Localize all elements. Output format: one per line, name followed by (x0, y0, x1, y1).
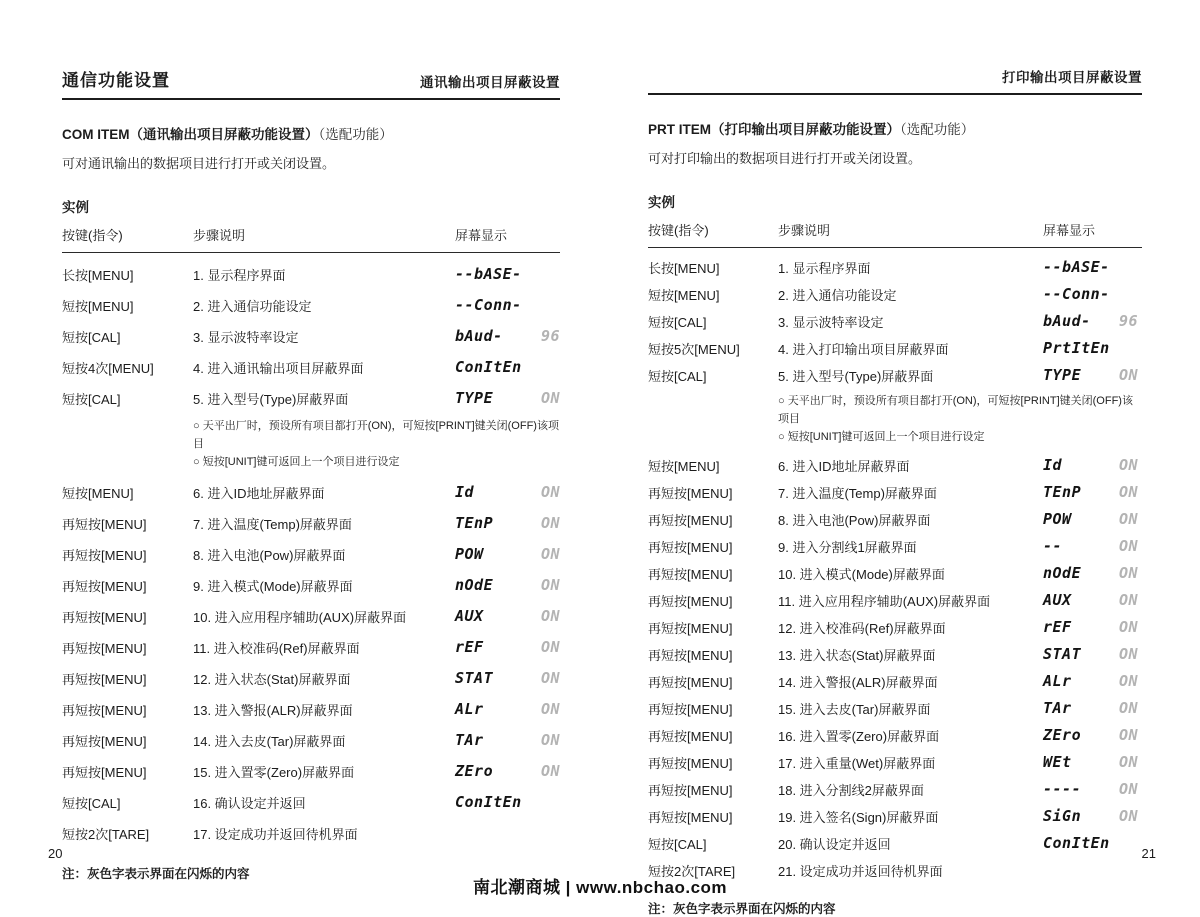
step-cell: 15. 进入去皮(Tar)屏蔽界面 (778, 701, 931, 717)
step-cell: 1. 显示程序界面 (193, 267, 286, 283)
lcd-flashing-text: ON (540, 700, 560, 719)
lcd-flashing-text: 96 (1118, 312, 1138, 331)
step-cell: 8. 进入电池(Pow)屏蔽界面 (778, 512, 931, 528)
example-label: 实例 (648, 194, 675, 210)
lcd-display (455, 545, 560, 563)
lcd-main-text: ALr (1043, 672, 1072, 691)
table-row (648, 722, 1142, 749)
lcd-display (1043, 699, 1138, 717)
key-cell: 短按[CAL] (62, 329, 121, 345)
key-cell: 再短按[MENU] (648, 485, 733, 501)
column-header-step: 步骤说明 (193, 227, 246, 243)
column-header-display: 屏幕显示 (455, 227, 508, 243)
step-cell: 13. 进入警报(ALR)屏蔽界面 (193, 702, 353, 718)
lcd-main-text: STAT (1043, 645, 1082, 664)
table-row (648, 560, 1142, 587)
key-cell: 再短按[MENU] (62, 609, 147, 625)
factory-note (62, 414, 560, 477)
table-row (648, 281, 1142, 308)
table-row (62, 663, 560, 694)
lcd-flashing-text: ON (1118, 483, 1138, 502)
lcd-flashing-text: ON (540, 669, 560, 688)
lcd-flashing-text: ON (1118, 699, 1138, 718)
step-cell: 4. 进入通讯输出项目屏蔽界面 (193, 360, 364, 376)
table-row (648, 335, 1142, 362)
lcd-main-text: --bASE- (455, 265, 522, 284)
step-cell: 5. 进入型号(Type)屏蔽界面 (193, 391, 349, 407)
table-row (648, 254, 1142, 281)
lcd-display (455, 358, 560, 376)
key-cell: 再短按[MENU] (648, 701, 733, 717)
lcd-display (455, 762, 560, 780)
step-cell: 17. 设定成功并返回待机界面 (193, 826, 358, 842)
lcd-main-text: -- (1043, 537, 1063, 556)
note-line: ○ 天平出厂时，预设所有项目都打开(ON)，可短按[PRINT]键关闭(OFF)该项目 (193, 419, 559, 450)
step-cell: 19. 进入签名(Sign)屏蔽界面 (778, 809, 939, 825)
lcd-main-text: --Conn- (455, 296, 522, 315)
lcd-flashing-text: ON (1118, 780, 1138, 799)
step-cell: 2. 进入通信功能设定 (193, 298, 312, 314)
factory-note (648, 389, 1142, 452)
key-cell: 再短按[MENU] (648, 647, 733, 663)
lcd-display (1043, 780, 1138, 798)
lcd-main-text: ZEro (455, 762, 494, 781)
key-cell: 再短按[MENU] (62, 640, 147, 656)
step-cell: 11. 进入应用程序辅助(AUX)屏蔽界面 (778, 593, 991, 609)
lcd-flashing-text: ON (540, 545, 560, 564)
key-cell: 再短按[MENU] (62, 671, 147, 687)
example-label: 实例 (62, 199, 89, 215)
lcd-main-text: bAud- (455, 327, 503, 346)
lcd-display (1043, 753, 1138, 771)
doc-title-main: PRT ITEM（打印输出项目屏蔽功能设置） (648, 122, 900, 137)
section-title: 通信功能设置 (62, 71, 170, 90)
lcd-main-text: Id (455, 483, 475, 502)
lcd-display (455, 483, 560, 501)
doc-title (62, 126, 560, 144)
key-cell: 短按2次[TARE] (648, 863, 736, 879)
lcd-flashing-text: 96 (540, 327, 560, 346)
lcd-flashing-text: ON (540, 762, 560, 781)
lcd-flashing-text: ON (540, 607, 560, 626)
footnote: 注：灰色字表示界面在闪烁的内容 (62, 866, 250, 881)
table-row (62, 259, 560, 290)
step-cell: 20. 确认设定并返回 (778, 836, 891, 852)
lcd-flashing-text: ON (540, 576, 560, 595)
lcd-display (455, 389, 560, 407)
lcd-display (455, 607, 560, 625)
table-row (648, 506, 1142, 533)
lcd-main-text: PrtItEn (1043, 339, 1110, 358)
table-row (62, 477, 560, 508)
lcd-flashing-text: ON (1118, 645, 1138, 664)
column-headers (62, 225, 560, 253)
table-row (62, 321, 560, 352)
lcd-display (1043, 285, 1138, 303)
table-row (62, 694, 560, 725)
table-row (62, 756, 560, 787)
step-cell: 3. 显示波特率设定 (778, 314, 884, 330)
step-cell: 10. 进入应用程序辅助(AUX)屏蔽界面 (193, 609, 407, 625)
lcd-main-text: SiGn (1043, 807, 1082, 826)
lcd-display (1043, 807, 1138, 825)
lcd-display (455, 669, 560, 687)
column-headers (648, 220, 1142, 248)
lcd-display (455, 576, 560, 594)
table-row (648, 776, 1142, 803)
lcd-main-text: ConItEn (1043, 834, 1110, 853)
lcd-flashing-text: ON (1118, 753, 1138, 772)
key-cell: 短按2次[TARE] (62, 826, 150, 842)
key-cell: 再短按[MENU] (62, 578, 147, 594)
key-cell: 短按4次[MENU] (62, 360, 154, 376)
table-row (648, 452, 1142, 479)
lcd-display (1043, 312, 1138, 330)
key-cell: 再短按[MENU] (62, 764, 147, 780)
lcd-flashing-text: ON (1118, 618, 1138, 637)
doc-subtitle: 可对打印输出的数据项目进行打开或关闭设置。 (648, 150, 922, 166)
lcd-display (1043, 258, 1138, 276)
lcd-display (1043, 456, 1138, 474)
table-row (62, 818, 560, 849)
lcd-flashing-text: ON (1118, 564, 1138, 583)
key-cell: 再短按[MENU] (62, 547, 147, 563)
table-row (62, 539, 560, 570)
doc-subtitle: 可对通讯输出的数据项目进行打开或关闭设置。 (62, 155, 336, 171)
lcd-display (455, 638, 560, 656)
key-cell: 短按[CAL] (62, 391, 121, 407)
lcd-main-text: WEt (1043, 753, 1072, 772)
lcd-display (1043, 483, 1138, 501)
lcd-flashing-text: ON (1118, 726, 1138, 745)
table-row (648, 533, 1142, 560)
step-cell: 4. 进入打印输出项目屏蔽界面 (778, 341, 949, 357)
lcd-main-text: rEF (1043, 618, 1072, 637)
table-row (62, 290, 560, 321)
lcd-flashing-text: ON (540, 731, 560, 750)
table-row (648, 479, 1142, 506)
key-cell: 短按[CAL] (648, 368, 707, 384)
lcd-display (1043, 618, 1138, 636)
key-cell: 短按5次[MENU] (648, 341, 740, 357)
key-cell: 再短按[MENU] (648, 566, 733, 582)
table-row (62, 383, 560, 414)
key-cell: 再短按[MENU] (62, 516, 147, 532)
table-row (62, 787, 560, 818)
lcd-display (455, 327, 560, 345)
lcd-main-text: rEF (455, 638, 484, 657)
step-cell: 18. 进入分割线2屏蔽界面 (778, 782, 924, 798)
lcd-main-text: STAT (455, 669, 494, 688)
lcd-main-text: nOdE (1043, 564, 1082, 583)
lcd-main-text: TAr (1043, 699, 1072, 718)
table-row (62, 725, 560, 756)
column-header-key: 按键(指令) (62, 227, 123, 243)
step-cell: 1. 显示程序界面 (778, 260, 871, 276)
key-cell: 长按[MENU] (62, 267, 134, 283)
key-cell: 再短按[MENU] (648, 755, 733, 771)
step-cell: 17. 进入重量(Wet)屏蔽界面 (778, 755, 936, 771)
lcd-main-text: ConItEn (455, 793, 522, 812)
lcd-main-text: bAud- (1043, 312, 1091, 331)
lcd-flashing-text: ON (1118, 807, 1138, 826)
step-cell: 5. 进入型号(Type)屏蔽界面 (778, 368, 934, 384)
key-cell: 再短按[MENU] (648, 539, 733, 555)
step-cell: 9. 进入分割线1屏蔽界面 (778, 539, 917, 555)
lcd-display (1043, 564, 1138, 582)
table-row (648, 587, 1142, 614)
key-cell: 再短按[MENU] (648, 674, 733, 690)
table-row (648, 695, 1142, 722)
footnote: 注：灰色字表示界面在闪烁的内容 (648, 901, 836, 916)
lcd-display (455, 793, 560, 811)
doc-title-main: COM ITEM（通讯输出项目屏蔽功能设置） (62, 127, 319, 142)
step-cell: 12. 进入状态(Stat)屏蔽界面 (193, 671, 351, 687)
column-header-key: 按键(指令) (648, 222, 709, 238)
lcd-display (1043, 726, 1138, 744)
lcd-flashing-text: ON (1118, 366, 1138, 385)
lcd-flashing-text: ON (1118, 510, 1138, 529)
note-line: ○ 天平出厂时，预设所有项目都打开(ON)，可短按[PRINT]键关闭(OFF)该项目 (778, 394, 1133, 425)
lcd-flashing-text: ON (540, 483, 560, 502)
step-cell: 13. 进入状态(Stat)屏蔽界面 (778, 647, 936, 663)
table-row (648, 668, 1142, 695)
key-cell: 再短按[MENU] (648, 809, 733, 825)
doc-title-option: （选配功能） (900, 122, 975, 137)
table-row (648, 362, 1142, 389)
step-cell: 16. 确认设定并返回 (193, 795, 306, 811)
lcd-main-text: TAr (455, 731, 484, 750)
step-cell: 15. 进入置零(Zero)屏蔽界面 (193, 764, 355, 780)
lcd-main-text: AUX (455, 607, 484, 626)
table-row (648, 830, 1142, 857)
page-header (648, 66, 1142, 95)
table-row (648, 641, 1142, 668)
step-cell: 6. 进入ID地址屏蔽界面 (778, 458, 910, 474)
step-cell: 2. 进入通信功能设定 (778, 287, 897, 303)
step-cell: 7. 进入温度(Temp)屏蔽界面 (778, 485, 937, 501)
lcd-flashing-text: ON (540, 638, 560, 657)
page-left (62, 0, 560, 882)
page-header (62, 66, 560, 100)
lcd-main-text: ConItEn (455, 358, 522, 377)
table-row (62, 601, 560, 632)
column-header-step: 步骤说明 (778, 222, 831, 238)
lcd-display (1043, 339, 1138, 357)
lcd-display (1043, 510, 1138, 528)
site-footer: 南北潮商城 | www.nbchao.com (472, 878, 728, 897)
table-row (62, 352, 560, 383)
key-cell: 短按[MENU] (648, 287, 720, 303)
step-cell: 21. 设定成功并返回待机界面 (778, 863, 943, 879)
step-cell: 3. 显示波特率设定 (193, 329, 299, 345)
step-cell: 12. 进入校准码(Ref)屏蔽界面 (778, 620, 946, 636)
lcd-flashing-text: ON (1118, 537, 1138, 556)
lcd-display (455, 731, 560, 749)
lcd-main-text: --bASE- (1043, 258, 1110, 277)
key-cell: 短按[CAL] (648, 836, 707, 852)
lcd-main-text: --Conn- (1043, 285, 1110, 304)
lcd-flashing-text: ON (1118, 456, 1138, 475)
lcd-display (1043, 366, 1138, 384)
key-cell: 短按[MENU] (62, 298, 134, 314)
step-cell: 6. 进入ID地址屏蔽界面 (193, 485, 325, 501)
step-cell: 11. 进入校准码(Ref)屏蔽界面 (193, 640, 360, 656)
lcd-display (1043, 834, 1138, 852)
table-row (62, 508, 560, 539)
key-cell: 短按[MENU] (62, 485, 134, 501)
lcd-display (1043, 645, 1138, 663)
step-cell: 10. 进入模式(Mode)屏蔽界面 (778, 566, 945, 582)
key-cell: 再短按[MENU] (648, 620, 733, 636)
page-number-right: 21 (1141, 846, 1156, 861)
step-cell: 16. 进入置零(Zero)屏蔽界面 (778, 728, 940, 744)
note-line: ○ 短按[UNIT]键可返回上一个项目进行设定 (193, 455, 400, 468)
lcd-display (455, 514, 560, 532)
lcd-main-text: ---- (1043, 780, 1082, 799)
lcd-flashing-text: ON (1118, 591, 1138, 610)
lcd-display (455, 700, 560, 718)
lcd-main-text: POW (1043, 510, 1072, 529)
lcd-main-text: TYPE (455, 389, 494, 408)
key-cell: 再短按[MENU] (648, 782, 733, 798)
doc-title (648, 121, 1142, 139)
doc-title-option: （选配功能） (318, 127, 393, 142)
key-cell: 短按[MENU] (648, 458, 720, 474)
step-cell: 9. 进入模式(Mode)屏蔽界面 (193, 578, 353, 594)
lcd-main-text: ZEro (1043, 726, 1082, 745)
key-cell: 再短按[MENU] (648, 512, 733, 528)
steps-table (62, 259, 560, 849)
key-cell: 长按[MENU] (648, 260, 720, 276)
lcd-main-text: ALr (455, 700, 484, 719)
lcd-flashing-text: ON (540, 514, 560, 533)
lcd-main-text: TYPE (1043, 366, 1082, 385)
step-cell: 14. 进入去皮(Tar)屏蔽界面 (193, 733, 346, 749)
steps-table (648, 254, 1142, 884)
column-header-display: 屏幕显示 (1043, 222, 1096, 238)
table-row (648, 308, 1142, 335)
table-row (62, 632, 560, 663)
table-row (648, 803, 1142, 830)
lcd-main-text: nOdE (455, 576, 494, 595)
page-number-left: 20 (48, 846, 63, 861)
lcd-main-text: TEnP (455, 514, 494, 533)
key-cell: 再短按[MENU] (648, 728, 733, 744)
key-cell: 短按[CAL] (648, 314, 707, 330)
lcd-flashing-text: ON (540, 389, 560, 408)
table-row (648, 749, 1142, 776)
key-cell: 短按[CAL] (62, 795, 121, 811)
lcd-display (1043, 537, 1138, 555)
key-cell: 再短按[MENU] (648, 593, 733, 609)
table-row (62, 570, 560, 601)
lcd-display (1043, 591, 1138, 609)
note-line: ○ 短按[UNIT]键可返回上一个项目进行设定 (778, 430, 985, 443)
lcd-display (1043, 672, 1138, 690)
page-right (648, 0, 1142, 917)
step-cell: 7. 进入温度(Temp)屏蔽界面 (193, 516, 352, 532)
lcd-main-text: TEnP (1043, 483, 1082, 502)
lcd-display (455, 296, 560, 314)
lcd-flashing-text: ON (1118, 672, 1138, 691)
key-cell: 再短按[MENU] (62, 733, 147, 749)
key-cell: 再短按[MENU] (62, 702, 147, 718)
lcd-main-text: AUX (1043, 591, 1072, 610)
lcd-main-text: Id (1043, 456, 1063, 475)
lcd-main-text: POW (455, 545, 484, 564)
running-head: 打印输出项目屏蔽设置 (1002, 70, 1142, 85)
lcd-display (455, 265, 560, 283)
running-head: 通讯输出项目屏蔽设置 (420, 75, 560, 90)
step-cell: 8. 进入电池(Pow)屏蔽界面 (193, 547, 346, 563)
step-cell: 14. 进入警报(ALR)屏蔽界面 (778, 674, 938, 690)
table-row (648, 614, 1142, 641)
